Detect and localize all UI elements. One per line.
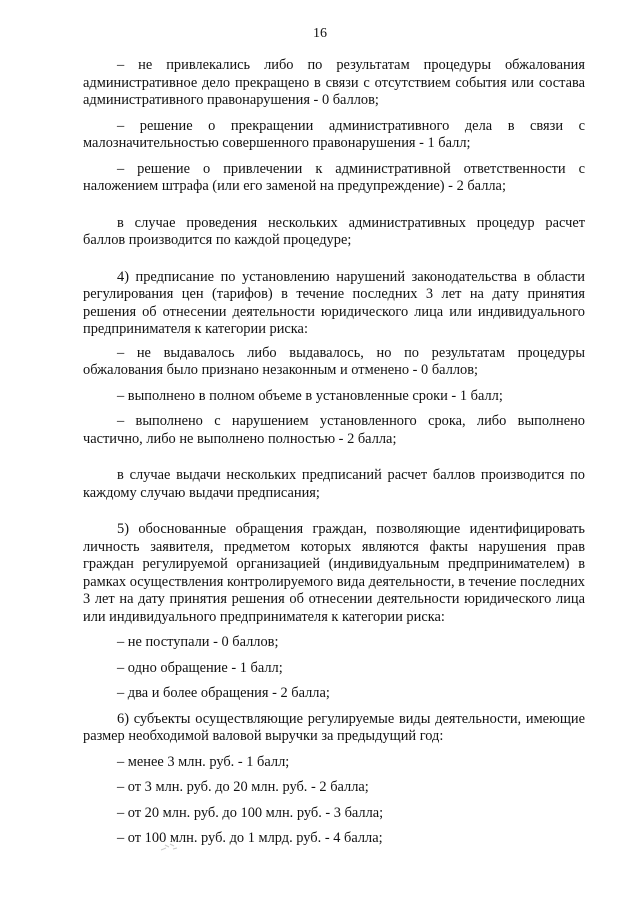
document-body bbox=[83, 57, 585, 848]
scan-mark bbox=[160, 842, 178, 852]
list-item-fulfilled-late: – выполнено с нарушением установленного срока, либо выполнено частично, либо не выполнено полностью - 2 балла; bbox=[83, 413, 585, 447]
paragraph-item-6-revenue: 6) субъекты осуществляющие регулируемые виды деятельности, имеющие размер необходимой валовой выручки за предыдущий год: bbox=[83, 710, 585, 744]
paragraph-multiple-procedures: в случае проведения нескольких административных процедур расчет баллов производится по каждой процедуре; bbox=[83, 214, 585, 248]
list-item-two-or-more-complaints: – два и более обращения - 2 балла; bbox=[117, 685, 330, 701]
list-item-revenue-20m-100m: – от 20 млн. руб. до 100 млн. руб. - 3 балла; bbox=[117, 804, 384, 821]
list-item-no-liability: – не привлекались либо по результатам процедуры обжалования административное дело прекращено в связи с отсутствием события или состава административного правонарушения - 0 баллов; bbox=[83, 57, 585, 108]
list-item-revenue-3m-20m: – от 3 млн. руб. до 20 млн. руб. - 2 балла; bbox=[117, 779, 369, 795]
paragraph-item-5-complaints: 5) обоснованные обращения граждан, позволяющие идентифицировать личность заявителя, предметом которых являются факты нарушения прав граждан регулируемой организацией (индивидуальным предпринимателем) в рамках осуществления контролируемого вида деятельности, в течение последних 3 лет на дату принятия решения об отнесении деятельности юридического лица или индивидуального предпринимателя к категории риска: bbox=[83, 521, 585, 625]
list-item-one-complaint: – одно обращение - 1 балл; bbox=[117, 659, 283, 676]
list-item-liability-decision: – решение о привлечении к административной ответственности с наложением штрафа (или его заменой на предупреждение) - 2 балла; bbox=[83, 160, 585, 194]
list-item-revenue-under-3m: – менее 3 млн. руб. - 1 балл; bbox=[117, 753, 290, 770]
list-item-fulfilled-on-time: – выполнено в полном объеме в установленные сроки - 1 балл; bbox=[117, 387, 503, 404]
list-item-termination-decision: – решение о прекращении административного дела в связи с малозначительностью совершенного правонарушения - 1 балл; bbox=[83, 117, 585, 151]
list-item-not-issued: – не выдавалось либо выдавалось, но по результатам процедуры обжалования было признано незаконным и отменено - 0 баллов; bbox=[83, 344, 585, 378]
paragraph-item-4-prescription: 4) предписание по установлению нарушений законодательства в области регулирования цен (тарифов) в течение последних 3 лет на дату принятия решения об отнесении деятельности юридического лица или индивидуального предпринимателя к категории риска: bbox=[83, 268, 585, 337]
list-item-revenue-100m-1b: – от 100 млн. руб. до 1 млрд. руб. - 4 балла; bbox=[117, 830, 383, 846]
paragraph-multiple-prescriptions: в случае выдачи нескольких предписаний расчет баллов производится по каждому случаю выдачи предписания; bbox=[83, 467, 585, 501]
page-number: 16 bbox=[313, 26, 327, 41]
list-item-no-complaints: – не поступали - 0 баллов; bbox=[117, 634, 279, 650]
